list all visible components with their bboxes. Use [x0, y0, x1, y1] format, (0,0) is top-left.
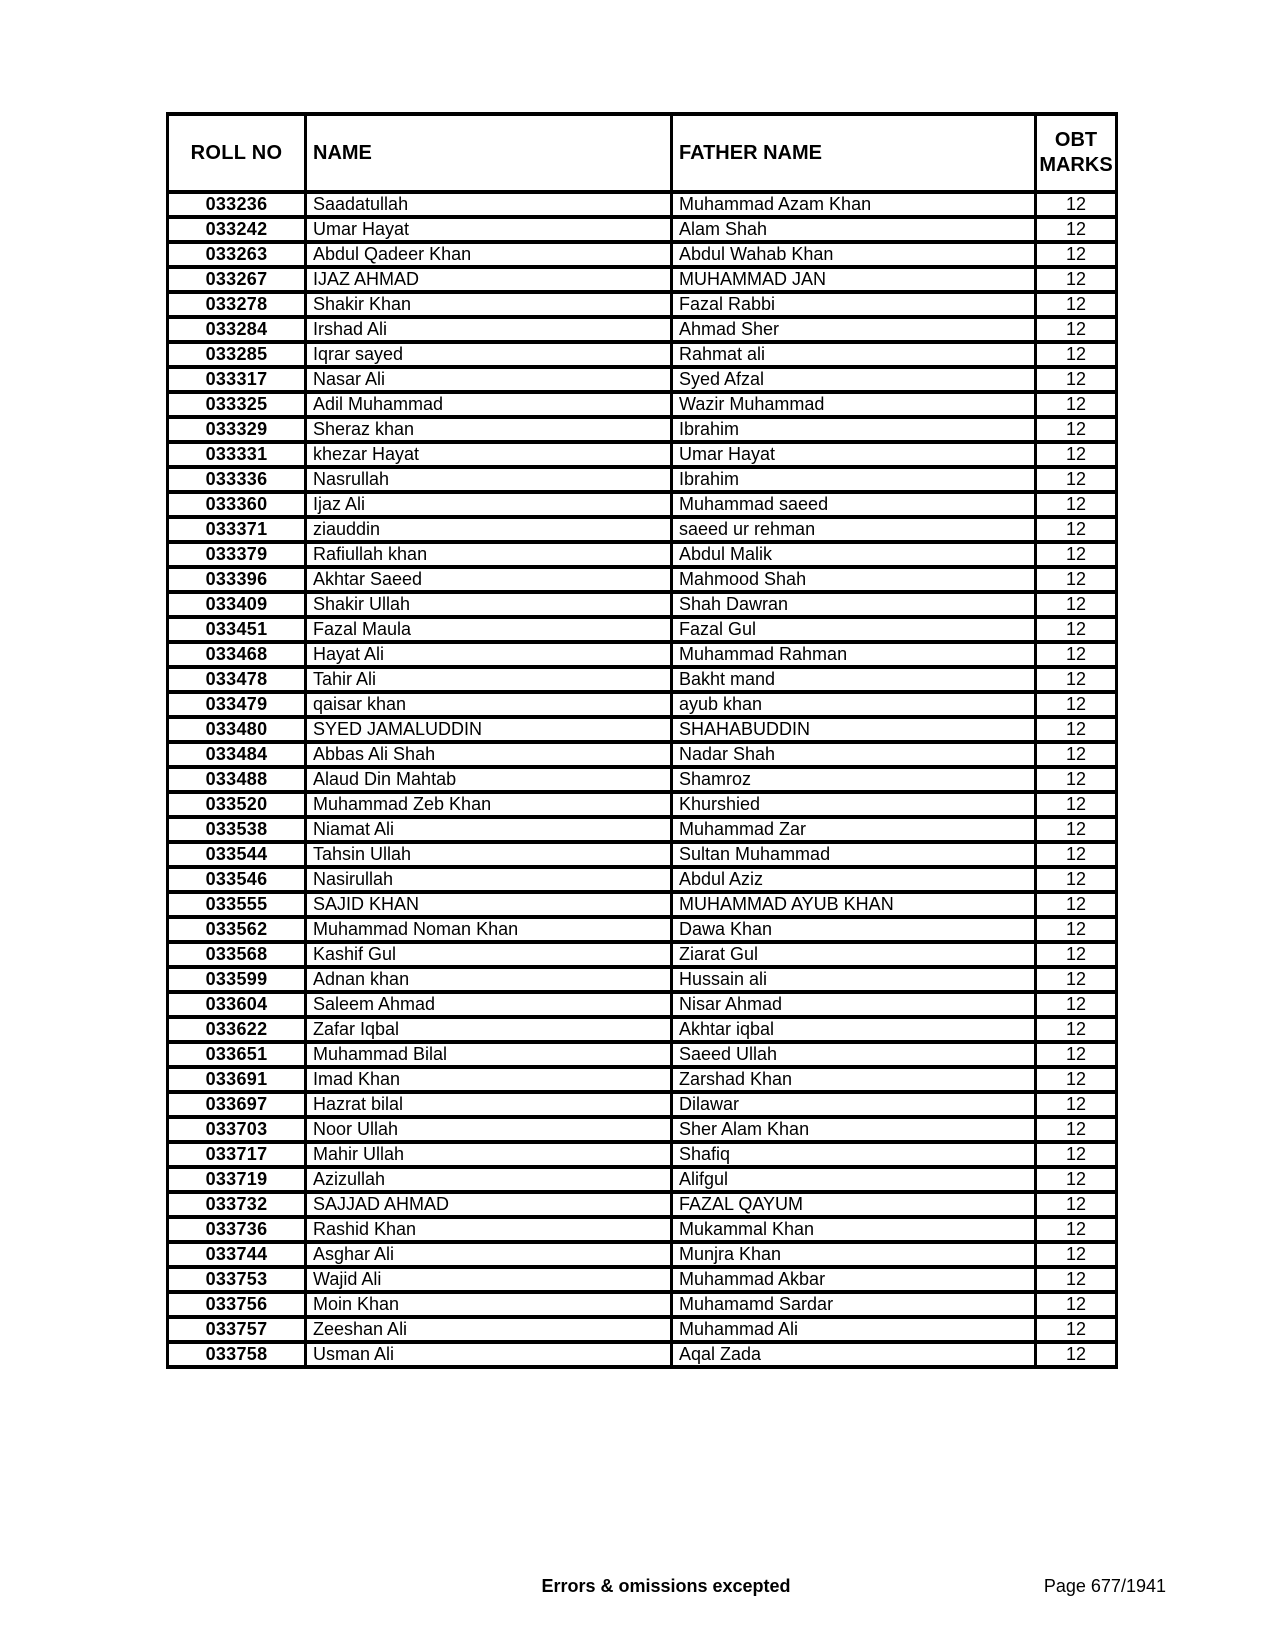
roll-no-cell: 033451	[168, 617, 306, 642]
name-cell: Wajid Ali	[306, 1267, 672, 1292]
marks-cell: 12	[1036, 517, 1117, 542]
father-name-cell: FAZAL QAYUM	[672, 1192, 1036, 1217]
table-row	[168, 442, 1117, 467]
father-name-cell: Shamroz	[672, 767, 1036, 792]
marks-cell: 12	[1036, 867, 1117, 892]
father-name-cell: Muhammad Ali	[672, 1317, 1036, 1342]
father-name-cell: Saeed Ullah	[672, 1042, 1036, 1067]
name-cell: khezar Hayat	[306, 442, 672, 467]
marks-cell: 12	[1036, 367, 1117, 392]
name-cell: Abdul Qadeer Khan	[306, 242, 672, 267]
roll-no-cell: 033409	[168, 592, 306, 617]
marks-cell: 12	[1036, 792, 1117, 817]
father-name-cell: Aqal Zada	[672, 1342, 1036, 1367]
father-name-cell: Umar Hayat	[672, 442, 1036, 467]
name-cell: Sheraz khan	[306, 417, 672, 442]
name-cell: SAJID KHAN	[306, 892, 672, 917]
marks-cell: 12	[1036, 767, 1117, 792]
roll-no-cell: 033278	[168, 292, 306, 317]
roll-no-cell: 033331	[168, 442, 306, 467]
footer-note: Errors & omissions excepted	[541, 1576, 791, 1596]
table-row	[168, 717, 1117, 742]
roll-no-cell: 033758	[168, 1342, 306, 1367]
marks-cell: 12	[1036, 642, 1117, 667]
table-row	[168, 292, 1117, 317]
marks-cell: 12	[1036, 1142, 1117, 1167]
table-row	[168, 342, 1117, 367]
table-row	[168, 367, 1117, 392]
marks-cell: 12	[1036, 467, 1117, 492]
name-cell: Usman Ali	[306, 1342, 672, 1367]
name-cell: Akhtar Saeed	[306, 567, 672, 592]
name-cell: ziauddin	[306, 517, 672, 542]
marks-cell: 12	[1036, 917, 1117, 942]
roll-no-cell: 033753	[168, 1267, 306, 1292]
marks-cell: 12	[1036, 1267, 1117, 1292]
father-name-cell: Syed Afzal	[672, 367, 1036, 392]
name-cell: Moin Khan	[306, 1292, 672, 1317]
marks-cell: 12	[1036, 717, 1117, 742]
marks-cell: 12	[1036, 542, 1117, 567]
roll-no-cell: 033546	[168, 867, 306, 892]
father-name-cell: Shafiq	[672, 1142, 1036, 1167]
father-name-cell: Muhammad Akbar	[672, 1267, 1036, 1292]
father-name-cell: Muhammad Rahman	[672, 642, 1036, 667]
table-row	[168, 1142, 1117, 1167]
name-cell: Noor Ullah	[306, 1117, 672, 1142]
marks-cell: 12	[1036, 742, 1117, 767]
name-cell: Fazal Maula	[306, 617, 672, 642]
table-row	[168, 467, 1117, 492]
footer-page-label: Page 677/1941	[1043, 1576, 1166, 1596]
table-row	[168, 1317, 1117, 1342]
table-row	[168, 1342, 1117, 1367]
roll-no-cell: 033604	[168, 992, 306, 1017]
roll-no-cell: 033263	[168, 242, 306, 267]
roll-no-cell: 033479	[168, 692, 306, 717]
roll-no-cell: 033717	[168, 1142, 306, 1167]
table-row	[168, 1092, 1117, 1117]
marks-cell: 12	[1036, 192, 1117, 217]
table-row	[168, 267, 1117, 292]
table-row	[168, 942, 1117, 967]
father-name-cell: Muhammad Azam Khan	[672, 192, 1036, 217]
father-name-cell: Nisar Ahmad	[672, 992, 1036, 1017]
name-cell: Azizullah	[306, 1167, 672, 1192]
marks-cell: 12	[1036, 1242, 1117, 1267]
name-cell: SAJJAD AHMAD	[306, 1192, 672, 1217]
marks-cell: 12	[1036, 342, 1117, 367]
roll-no-cell: 033651	[168, 1042, 306, 1067]
table-header-row	[168, 114, 1117, 192]
marks-cell: 12	[1036, 1017, 1117, 1042]
table-row	[168, 742, 1117, 767]
marks-cell: 12	[1036, 1117, 1117, 1142]
table-row	[168, 817, 1117, 842]
father-name-cell: Akhtar iqbal	[672, 1017, 1036, 1042]
name-cell: Saleem Ahmad	[306, 992, 672, 1017]
name-cell: Zafar Iqbal	[306, 1017, 672, 1042]
table-row	[168, 242, 1117, 267]
father-name-cell: Muhammad Zar	[672, 817, 1036, 842]
roll-no-cell: 033478	[168, 667, 306, 692]
name-cell: Iqrar sayed	[306, 342, 672, 367]
name-cell: qaisar khan	[306, 692, 672, 717]
marks-cell: 12	[1036, 292, 1117, 317]
roll-no-cell: 033317	[168, 367, 306, 392]
father-name-cell: Shah Dawran	[672, 592, 1036, 617]
name-cell: Shakir Khan	[306, 292, 672, 317]
father-name-cell: Abdul Malik	[672, 542, 1036, 567]
marks-cell: 12	[1036, 617, 1117, 642]
roll-no-cell: 033757	[168, 1317, 306, 1342]
table-row	[168, 217, 1117, 242]
roll-no-cell: 033396	[168, 567, 306, 592]
table-row	[168, 1067, 1117, 1092]
name-cell: Tahir Ali	[306, 667, 672, 692]
father-name-cell: saeed ur rehman	[672, 517, 1036, 542]
table-row	[168, 867, 1117, 892]
table-row	[168, 567, 1117, 592]
marks-cell: 12	[1036, 692, 1117, 717]
name-cell: Rafiullah khan	[306, 542, 672, 567]
name-cell: Niamat Ali	[306, 817, 672, 842]
roll-no-cell: 033336	[168, 467, 306, 492]
father-name-cell: Hussain ali	[672, 967, 1036, 992]
marks-cell: 12	[1036, 892, 1117, 917]
table-row	[168, 1167, 1117, 1192]
roll-no-cell: 033488	[168, 767, 306, 792]
table-row	[168, 792, 1117, 817]
roll-no-cell: 033329	[168, 417, 306, 442]
roll-no-cell: 033267	[168, 267, 306, 292]
marks-cell: 12	[1036, 667, 1117, 692]
marks-cell: 12	[1036, 417, 1117, 442]
results-table	[166, 112, 1118, 1369]
father-name-cell: Sultan Muhammad	[672, 842, 1036, 867]
column-header-obt-marks: OBT MARKS	[1036, 114, 1117, 192]
name-cell: Imad Khan	[306, 1067, 672, 1092]
name-cell: Adnan khan	[306, 967, 672, 992]
marks-cell: 12	[1036, 1292, 1117, 1317]
name-cell: Mahir Ullah	[306, 1142, 672, 1167]
roll-no-cell: 033484	[168, 742, 306, 767]
father-name-cell: Alam Shah	[672, 217, 1036, 242]
roll-no-cell: 033242	[168, 217, 306, 242]
name-cell: Saadatullah	[306, 192, 672, 217]
marks-cell: 12	[1036, 1067, 1117, 1092]
roll-no-cell: 033599	[168, 967, 306, 992]
father-name-cell: Khurshied	[672, 792, 1036, 817]
father-name-cell: Ibrahim	[672, 417, 1036, 442]
roll-no-cell: 033284	[168, 317, 306, 342]
marks-cell: 12	[1036, 442, 1117, 467]
page-footer	[166, 1576, 1166, 1600]
roll-no-cell: 033379	[168, 542, 306, 567]
father-name-cell: Alifgul	[672, 1167, 1036, 1192]
roll-no-cell: 033736	[168, 1217, 306, 1242]
table-row	[168, 642, 1117, 667]
table-row	[168, 1267, 1117, 1292]
marks-cell: 12	[1036, 317, 1117, 342]
column-header-father-name: FATHER NAME	[672, 114, 1036, 192]
marks-cell: 12	[1036, 592, 1117, 617]
table-row	[168, 892, 1117, 917]
roll-no-cell: 033371	[168, 517, 306, 542]
marks-cell: 12	[1036, 842, 1117, 867]
name-cell: Muhammad Bilal	[306, 1042, 672, 1067]
marks-cell: 12	[1036, 267, 1117, 292]
table-row	[168, 917, 1117, 942]
table-row	[168, 842, 1117, 867]
roll-no-cell: 033719	[168, 1167, 306, 1192]
father-name-cell: Muhammad saeed	[672, 492, 1036, 517]
marks-cell: 12	[1036, 942, 1117, 967]
father-name-cell: ayub khan	[672, 692, 1036, 717]
name-cell: Shakir Ullah	[306, 592, 672, 617]
name-cell: Ijaz Ali	[306, 492, 672, 517]
table-row	[168, 667, 1117, 692]
name-cell: Tahsin Ullah	[306, 842, 672, 867]
table-row	[168, 592, 1117, 617]
father-name-cell: Fazal Rabbi	[672, 292, 1036, 317]
table-row	[168, 1217, 1117, 1242]
marks-cell: 12	[1036, 567, 1117, 592]
table-row	[168, 1192, 1117, 1217]
father-name-cell: Sher Alam Khan	[672, 1117, 1036, 1142]
table-row	[168, 617, 1117, 642]
roll-no-cell: 033622	[168, 1017, 306, 1042]
roll-no-cell: 033555	[168, 892, 306, 917]
table-row	[168, 692, 1117, 717]
name-cell: Nasirullah	[306, 867, 672, 892]
marks-cell: 12	[1036, 217, 1117, 242]
father-name-cell: Dilawar	[672, 1092, 1036, 1117]
father-name-cell: SHAHABUDDIN	[672, 717, 1036, 742]
name-cell: Alaud Din Mahtab	[306, 767, 672, 792]
name-cell: Hayat Ali	[306, 642, 672, 667]
table-row	[168, 392, 1117, 417]
table-row	[168, 542, 1117, 567]
roll-no-cell: 033468	[168, 642, 306, 667]
father-name-cell: Rahmat ali	[672, 342, 1036, 367]
table-row	[168, 1292, 1117, 1317]
roll-no-cell: 033544	[168, 842, 306, 867]
father-name-cell: Mukammal Khan	[672, 1217, 1036, 1242]
name-cell: Nasar Ali	[306, 367, 672, 392]
roll-no-cell: 033520	[168, 792, 306, 817]
father-name-cell: Abdul Aziz	[672, 867, 1036, 892]
name-cell: Nasrullah	[306, 467, 672, 492]
name-cell: Adil Muhammad	[306, 392, 672, 417]
marks-cell: 12	[1036, 967, 1117, 992]
father-name-cell: MUHAMMAD AYUB KHAN	[672, 892, 1036, 917]
father-name-cell: Fazal Gul	[672, 617, 1036, 642]
roll-no-cell: 033538	[168, 817, 306, 842]
roll-no-cell: 033562	[168, 917, 306, 942]
name-cell: Abbas Ali Shah	[306, 742, 672, 767]
name-cell: Muhammad Noman Khan	[306, 917, 672, 942]
table-row	[168, 967, 1117, 992]
father-name-cell: Ziarat Gul	[672, 942, 1036, 967]
name-cell: SYED JAMALUDDIN	[306, 717, 672, 742]
results-table-body	[168, 192, 1117, 1367]
roll-no-cell: 033568	[168, 942, 306, 967]
name-cell: Rashid Khan	[306, 1217, 672, 1242]
name-cell: Zeeshan Ali	[306, 1317, 672, 1342]
column-header-roll-no: ROLL NO	[168, 114, 306, 192]
father-name-cell: Abdul Wahab Khan	[672, 242, 1036, 267]
table-row	[168, 992, 1117, 1017]
father-name-cell: Ahmad Sher	[672, 317, 1036, 342]
marks-cell: 12	[1036, 392, 1117, 417]
father-name-cell: Zarshad Khan	[672, 1067, 1036, 1092]
marks-cell: 12	[1036, 492, 1117, 517]
father-name-cell: Mahmood Shah	[672, 567, 1036, 592]
marks-cell: 12	[1036, 1317, 1117, 1342]
marks-cell: 12	[1036, 992, 1117, 1017]
marks-cell: 12	[1036, 1192, 1117, 1217]
table-row	[168, 192, 1117, 217]
father-name-cell: MUHAMMAD JAN	[672, 267, 1036, 292]
roll-no-cell: 033691	[168, 1067, 306, 1092]
table-row	[168, 317, 1117, 342]
table-row	[168, 517, 1117, 542]
marks-cell: 12	[1036, 1042, 1117, 1067]
column-header-name: NAME	[306, 114, 672, 192]
marks-cell: 12	[1036, 242, 1117, 267]
table-row	[168, 492, 1117, 517]
name-cell: Irshad Ali	[306, 317, 672, 342]
roll-no-cell: 033697	[168, 1092, 306, 1117]
name-cell: Hazrat bilal	[306, 1092, 672, 1117]
table-row	[168, 1042, 1117, 1067]
father-name-cell: Ibrahim	[672, 467, 1036, 492]
roll-no-cell: 033325	[168, 392, 306, 417]
roll-no-cell: 033480	[168, 717, 306, 742]
table-row	[168, 417, 1117, 442]
table-row	[168, 1017, 1117, 1042]
table-row	[168, 1242, 1117, 1267]
marks-cell: 12	[1036, 1342, 1117, 1367]
table-row	[168, 1117, 1117, 1142]
father-name-cell: Bakht mand	[672, 667, 1036, 692]
father-name-cell: Munjra Khan	[672, 1242, 1036, 1267]
name-cell: Kashif Gul	[306, 942, 672, 967]
marks-cell: 12	[1036, 1092, 1117, 1117]
name-cell: Muhammad Zeb Khan	[306, 792, 672, 817]
father-name-cell: Nadar Shah	[672, 742, 1036, 767]
roll-no-cell: 033732	[168, 1192, 306, 1217]
roll-no-cell: 033756	[168, 1292, 306, 1317]
roll-no-cell: 033360	[168, 492, 306, 517]
name-cell: IJAZ AHMAD	[306, 267, 672, 292]
marks-cell: 12	[1036, 1167, 1117, 1192]
roll-no-cell: 033285	[168, 342, 306, 367]
table-row	[168, 767, 1117, 792]
roll-no-cell: 033703	[168, 1117, 306, 1142]
marks-cell: 12	[1036, 817, 1117, 842]
roll-no-cell: 033744	[168, 1242, 306, 1267]
name-cell: Asghar Ali	[306, 1242, 672, 1267]
marks-cell: 12	[1036, 1217, 1117, 1242]
father-name-cell: Muhamamd Sardar	[672, 1292, 1036, 1317]
father-name-cell: Wazir Muhammad	[672, 392, 1036, 417]
roll-no-cell: 033236	[168, 192, 306, 217]
father-name-cell: Dawa Khan	[672, 917, 1036, 942]
name-cell: Umar Hayat	[306, 217, 672, 242]
